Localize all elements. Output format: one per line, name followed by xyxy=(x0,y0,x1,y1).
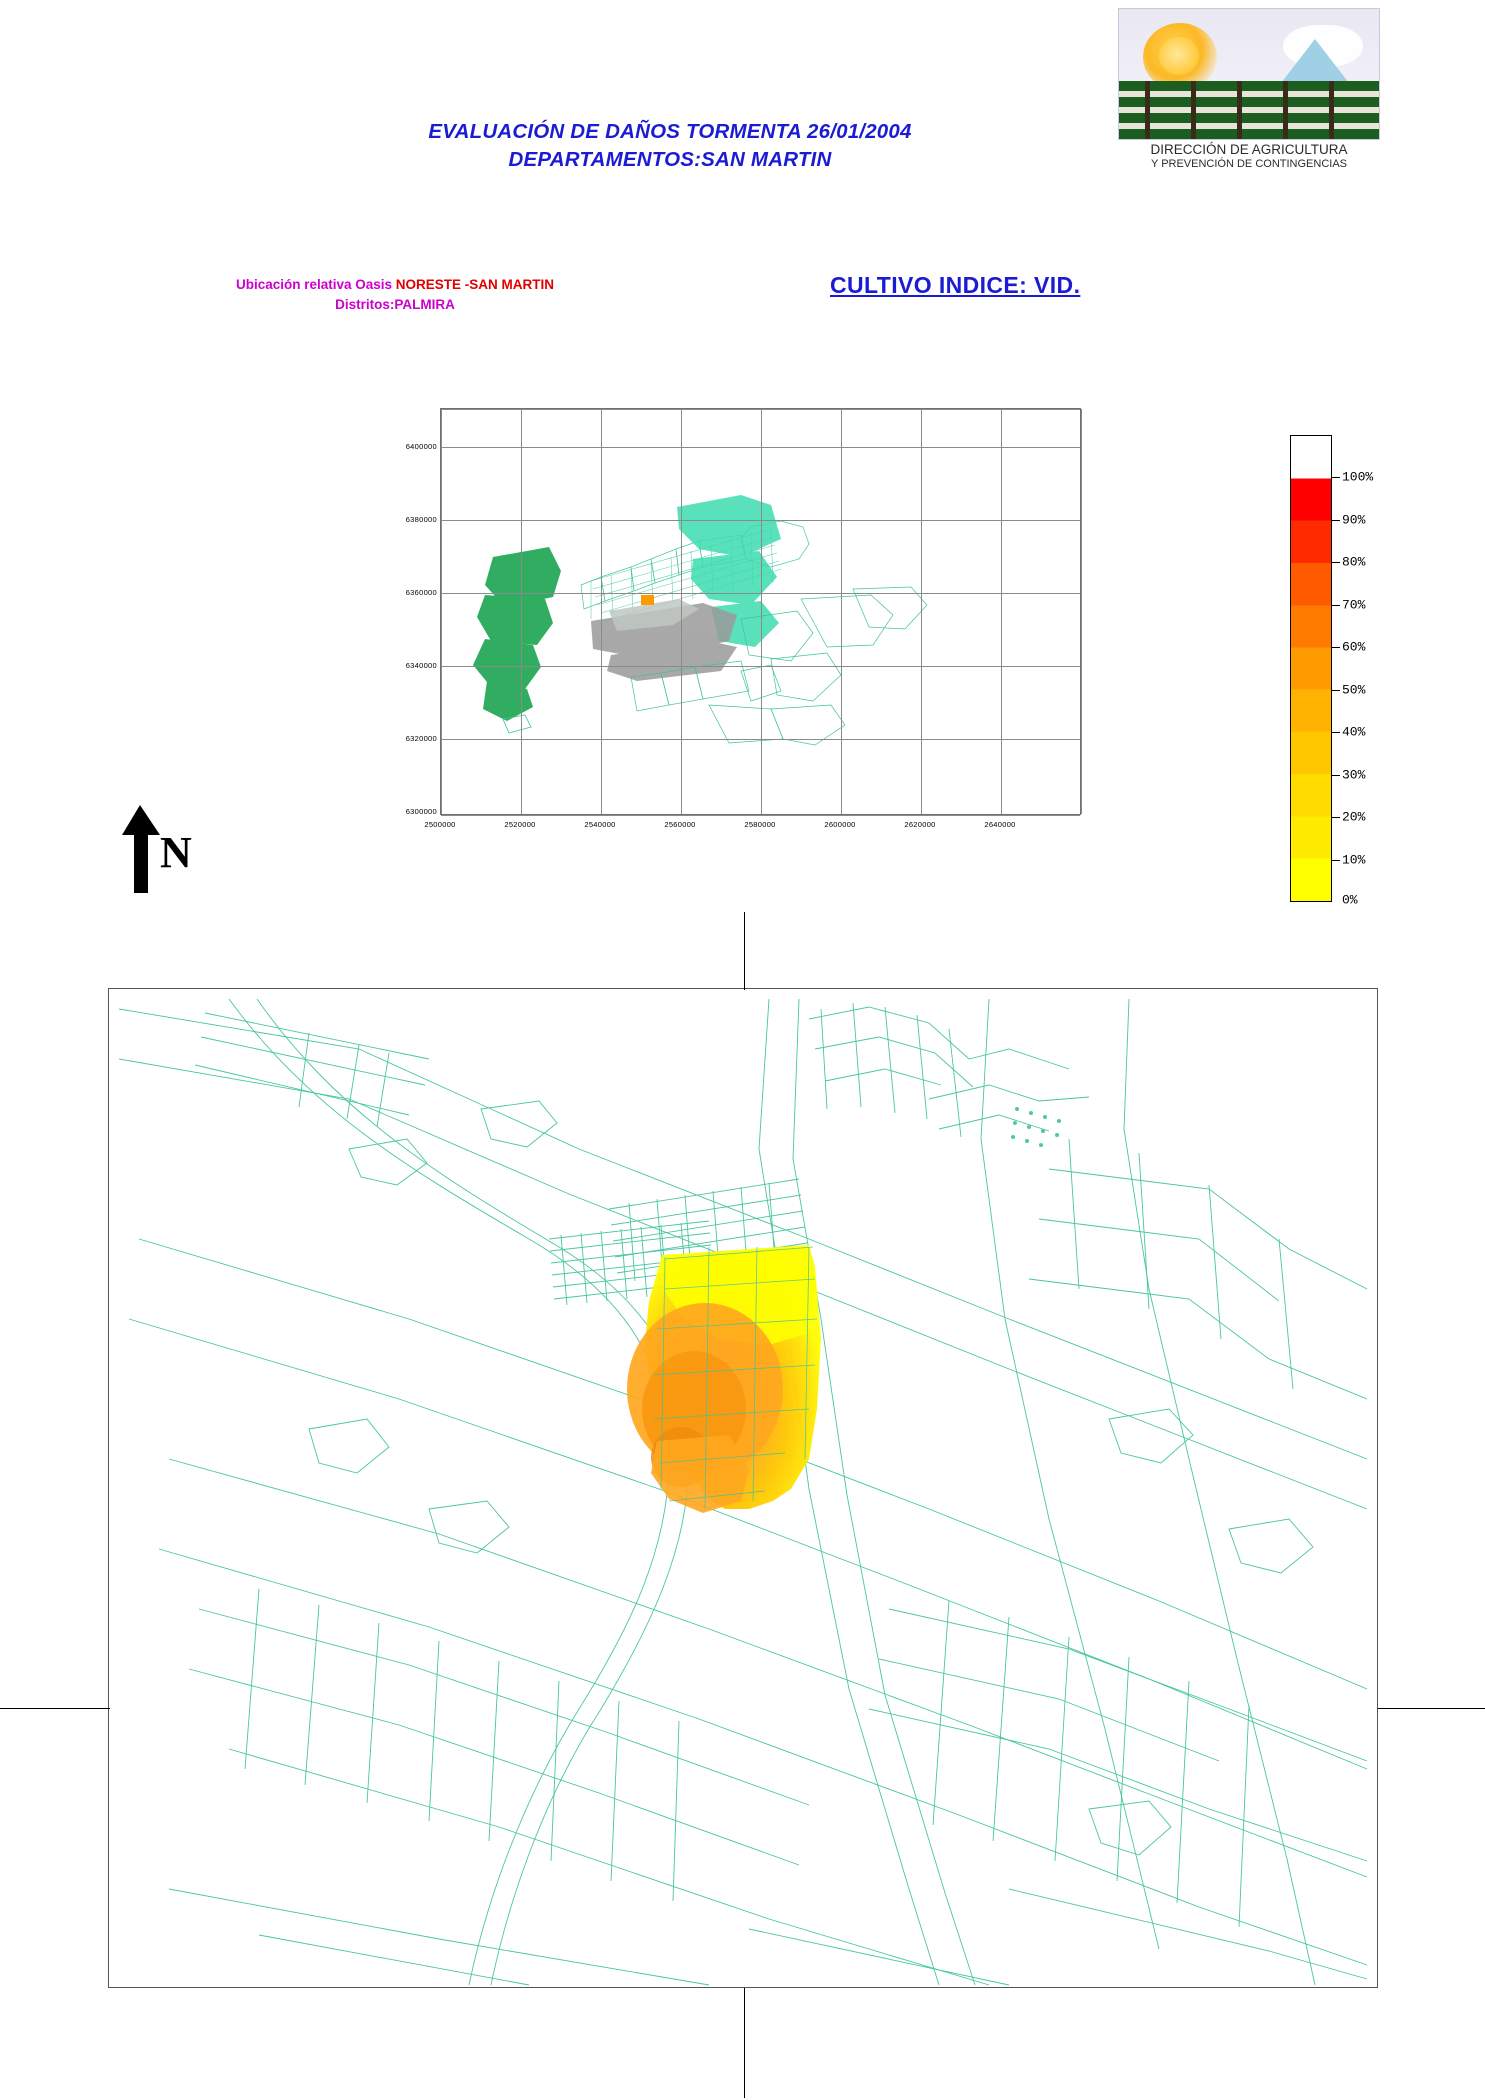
legend-label-60: 60% xyxy=(1342,639,1366,655)
title-line-1: EVALUACIÓN DE DAÑOS TORMENTA 26/01/2004 xyxy=(428,120,912,143)
locator-y-tick-4: 6320000 xyxy=(405,734,437,743)
logo-caption xyxy=(1118,142,1380,171)
locator-x-tick-5: 2600000 xyxy=(824,820,856,829)
locator-districts-prefix: Distritos: xyxy=(335,297,395,313)
logo-caption-line-2: Y PREVENCIÓN DE CONTINGENCIAS xyxy=(1151,157,1347,170)
locator-x-tick-2: 2540000 xyxy=(584,820,616,829)
locator-x-tick-4: 2580000 xyxy=(744,820,776,829)
title-line-2: DEPARTAMENTOS:SAN MARTIN xyxy=(508,147,832,171)
locator-y-tick-1: 6380000 xyxy=(405,515,437,524)
locator-x-tick-3: 2560000 xyxy=(664,820,696,829)
agriculture-logo-icon xyxy=(1118,8,1380,140)
field-icon xyxy=(1119,81,1379,139)
crop-mark-left xyxy=(0,1708,110,1709)
legend-label-0: 0% xyxy=(1342,892,1358,908)
page-title xyxy=(330,118,1010,173)
locator-x-tick-6: 2620000 xyxy=(904,820,936,829)
sun-core-icon xyxy=(1159,37,1199,75)
locator-x-tick-0: 2500000 xyxy=(424,820,456,829)
legend-label-40: 40% xyxy=(1342,724,1366,740)
detalle-palmira-map xyxy=(108,988,1378,1988)
locator-caption-oasis: NORESTE -SAN MARTIN xyxy=(395,277,555,292)
north-arrow-icon xyxy=(118,805,228,895)
crop-mark-right xyxy=(1378,1708,1485,1709)
damage-legend xyxy=(1290,435,1410,915)
locator-y-tick-3: 6340000 xyxy=(405,661,437,670)
locator-caption-prefix: Ubicación relativa Oasis xyxy=(235,277,396,292)
locator-x-tick-7: 2640000 xyxy=(984,820,1016,829)
legend-label-70: 70% xyxy=(1342,597,1366,613)
crop-index-title: CULTIVO INDICE: VID. xyxy=(830,272,1081,298)
legend-label-90: 90% xyxy=(1342,512,1366,528)
locator-caption xyxy=(160,275,630,316)
organization-logo xyxy=(1118,8,1380,188)
main-map-vector-layer xyxy=(109,989,1377,1987)
north-letter: N xyxy=(160,828,192,877)
locator-districts-value: PALMIRA xyxy=(394,297,455,313)
locator-plot-area xyxy=(405,408,1081,816)
legend-label-80: 80% xyxy=(1342,554,1366,570)
locator-y-tick-0: 6400000 xyxy=(405,442,437,451)
locator-x-tick-1: 2520000 xyxy=(504,820,536,829)
mountain-icon xyxy=(1281,39,1349,83)
crop-mark-top xyxy=(744,912,745,990)
legend-label-10: 10% xyxy=(1342,852,1366,868)
legend-label-20: 20% xyxy=(1342,809,1366,825)
legend-label-50: 50% xyxy=(1342,682,1366,698)
legend-label-100: 100% xyxy=(1342,469,1374,485)
legend-label-30: 30% xyxy=(1342,767,1366,783)
legend-color-bar xyxy=(1290,435,1332,902)
locator-y-tick-5: 6300000 xyxy=(405,807,437,816)
logo-caption-line-1: DIRECCIÓN DE AGRICULTURA xyxy=(1150,142,1348,157)
locator-map xyxy=(405,408,1081,841)
locator-y-tick-2: 6360000 xyxy=(405,588,437,597)
crop-mark-bottom xyxy=(744,1988,745,2098)
